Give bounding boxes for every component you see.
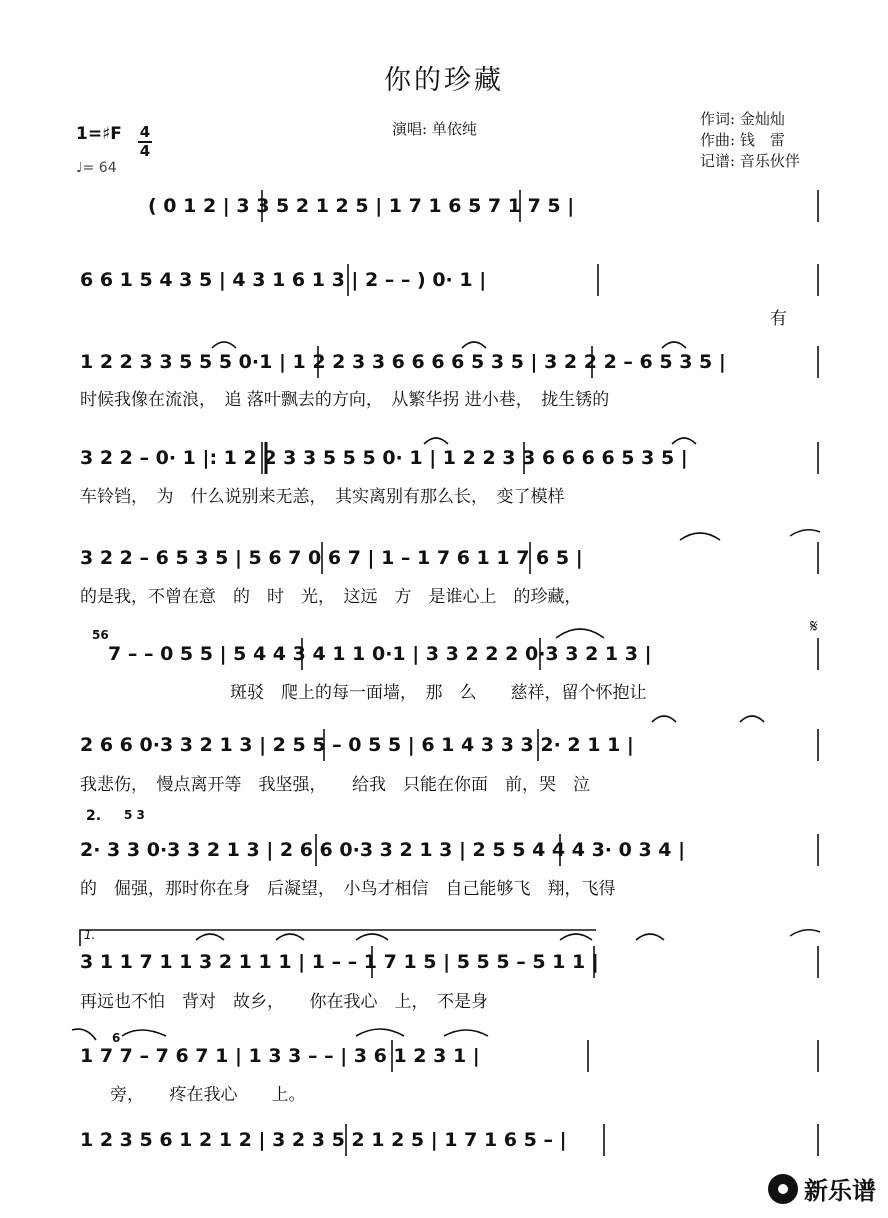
time-signature-bottom: 4 — [139, 142, 151, 160]
segno-sign: 𝄋 — [810, 616, 818, 637]
notation-row-6: 7 – – 0 5 5 | 5 4 4 3 4 1 1 0·1 | 3 3 2 2 2 0·3 3 2 1 3 | — [108, 643, 652, 665]
song-title: 你的珍藏 — [384, 65, 504, 96]
notation-row-11: 1 2 3 5 6 1 2 1 2 | 3 2 3 5 2 1 2 5 | 1 7 1 6 5 – | — [80, 1129, 567, 1151]
notation-row-1: ( 0 1 2 | 3 3 5 2 1 2 5 | 1 7 1 6 5 7 1 7 5 | — [148, 195, 575, 217]
notation-row-8: 2· 3 3 0·3 3 2 1 3 | 2 6 6 0·3 3 2 1 3 | 2 5 5 4 4 4 3· 0 3 4 | — [80, 839, 686, 861]
lyric-row-10: 旁， 疼在我心 上。 — [110, 1085, 306, 1105]
lyric-row-8: 的 倔强，那时你在身 后凝望， 小鸟才相信 自己能够飞 翔，飞得 — [80, 879, 616, 899]
transcriber-credit: 记谱: 音乐伙伴 — [700, 152, 800, 170]
notation-row-4: 3 2 2 – 0· 1 |: 1 2 2 3 3 5 5 5 0· 1 | 1 2 2 3 3 6 6 6 6 5 3 5 | — [80, 447, 688, 469]
lyric-row-7: 我悲伤， 慢点离开等 我坚强， 给我 只能在你面 前，哭 泣 — [80, 775, 590, 795]
lyric-row-4: 车铃铛， 为 什么说别来无恙， 其实离别有那么长， 变了模样 — [80, 487, 565, 507]
notation-row-7: 2 6 6 0·3 3 2 1 3 | 2 5 5 – 0 5 5 | 6 1 4 3 3 3 2· 2 1 1 | — [80, 734, 634, 756]
grace-note-label: 56 — [92, 628, 109, 642]
lyricist-credit: 作词: 金灿灿 — [700, 110, 785, 128]
logo-text: 新乐谱 — [804, 1177, 876, 1205]
singer-credit: 演唱: 单依纯 — [392, 120, 477, 138]
grace-note-label: 5 3 — [124, 808, 145, 822]
lyric-row-2: 有 — [770, 309, 787, 329]
notation-row-3: 1 2 2 3 3 5 5 5 0·1 | 1 2 2 3 3 6 6 6 6 5 3 5 | 3 2 2 2 – 6 5 3 5 | — [80, 351, 726, 373]
grace-note-label: 2. — [86, 808, 102, 824]
composer-credit: 作曲: 钱 雷 — [700, 131, 785, 149]
lyric-row-6: 斑驳 爬上的每一面墙， 那 么 慈祥，留个怀抱让 — [230, 683, 647, 703]
tempo-marking: ♩= 64 — [76, 160, 117, 176]
notation-row-10: 1 7 7 – 7 6 7 1 | 1 3 3 – – | 3 6 1 2 3 1 | — [80, 1045, 480, 1067]
lyric-row-5: 的是我，不曾在意 的 时 光， 这远 方 是谁心上 的珍藏， — [80, 587, 582, 607]
volta-label: 1. — [84, 928, 96, 942]
notation-row-2: 6 6 1 5 4 3 5 | 4 3 1 6 1 3 | 2 – – ) 0· 1 | — [80, 269, 487, 291]
lyric-row-9: 再远也不怕 背对 故乡， 你在我心 上， 不是身 — [80, 992, 488, 1012]
record-disc-icon — [768, 1174, 798, 1204]
lyric-row-3: 时候我像在流浪， 追 落叶飘去的方向， 从繁华拐 进小巷， 拢生锈的 — [80, 390, 610, 410]
notation-row-5: 3 2 2 – 6 5 3 5 | 5 6 7 0 6 7 | 1 – 1 7 6 1 1 7 6 5 | — [80, 547, 583, 569]
time-signature-top: 4 — [139, 123, 151, 141]
grace-note-label: 6 — [112, 1031, 121, 1045]
key-signature: 1=♯F — [76, 124, 122, 144]
site-logo — [768, 1171, 876, 1206]
notation-row-9: 3 1 1 7 1 1 3 2 1 1 1 | 1 – – 1 7 1 5 | 5 5 5 – 5 1 1 | — [80, 951, 599, 973]
